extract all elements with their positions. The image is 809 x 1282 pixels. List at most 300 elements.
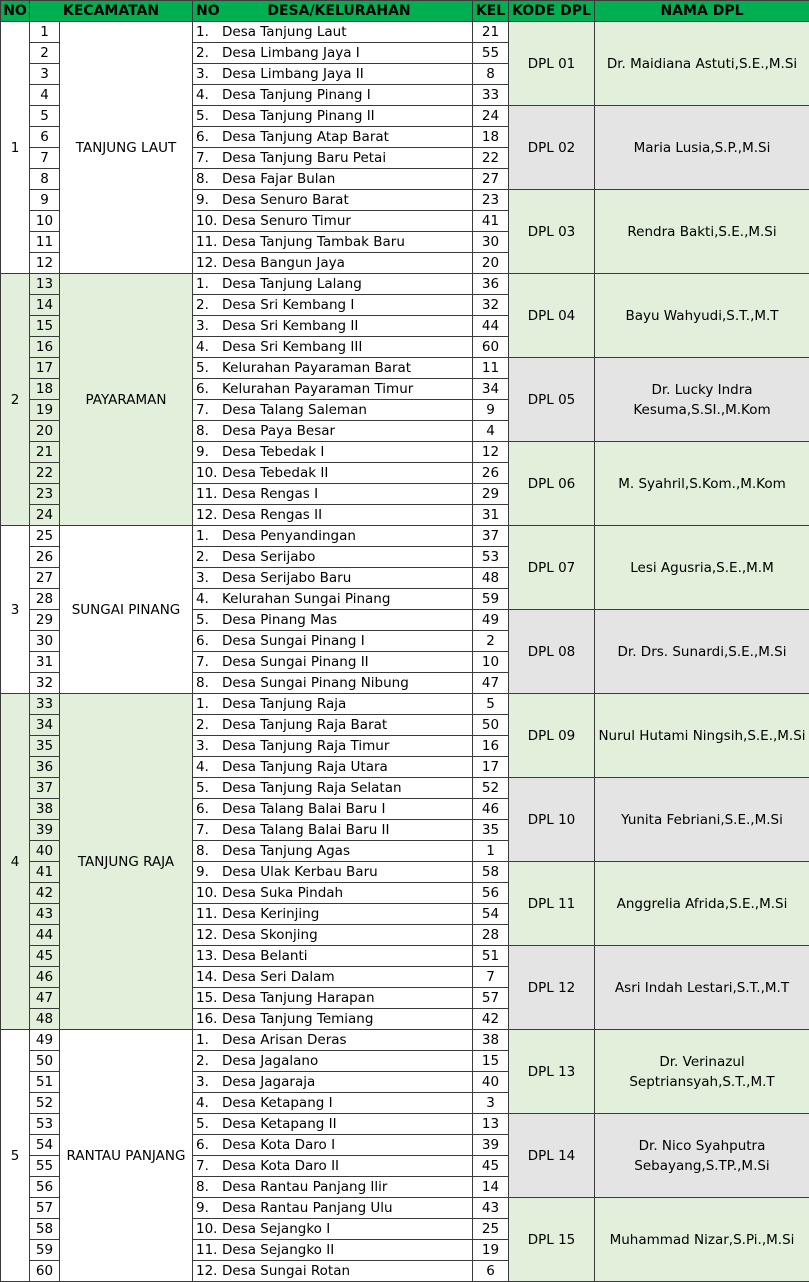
village-cell xyxy=(193,988,473,1009)
table-body xyxy=(1,22,809,1282)
village-name: Desa Sri Kembang II xyxy=(222,318,358,334)
village-cell xyxy=(193,568,473,589)
village-cell xyxy=(193,22,473,43)
dpl-name: Lesi Agusria,S.E.,M.M xyxy=(595,526,809,610)
village-cell xyxy=(193,673,473,694)
village-global-no: 16 xyxy=(30,337,60,358)
village-name: Desa Pinang Mas xyxy=(222,612,337,628)
village-global-no: 50 xyxy=(30,1051,60,1072)
kecamatan-name: TANJUNG RAJA xyxy=(60,694,193,1030)
kecamatan-no: 2 xyxy=(1,274,30,526)
village-global-no: 21 xyxy=(30,442,60,463)
village-kel: 19 xyxy=(473,1240,509,1261)
village-seq: 5. xyxy=(196,108,222,124)
village-kel: 54 xyxy=(473,904,509,925)
dpl-name: Dr. Nico Syahputra Sebayang,S.TP.,M.Si xyxy=(595,1114,809,1198)
village-name: Desa Tebedak II xyxy=(222,465,328,481)
village-seq: 12. xyxy=(196,1263,222,1279)
village-seq: 2. xyxy=(196,1053,222,1069)
village-seq: 13. xyxy=(196,948,222,964)
dpl-code: DPL 13 xyxy=(509,1030,595,1114)
village-name: Desa Jagaraja xyxy=(222,1074,315,1090)
village-seq: 6. xyxy=(196,381,222,397)
kecamatan-no: 5 xyxy=(1,1030,30,1282)
village-global-no: 39 xyxy=(30,820,60,841)
village-name: Desa Senuro Timur xyxy=(222,213,351,229)
village-kel: 21 xyxy=(473,22,509,43)
village-seq: 2. xyxy=(196,297,222,313)
village-global-no: 10 xyxy=(30,211,60,232)
village-cell xyxy=(193,169,473,190)
village-kel: 55 xyxy=(473,43,509,64)
village-name: Desa Tanjung Harapan xyxy=(222,990,375,1006)
village-cell xyxy=(193,232,473,253)
village-cell xyxy=(193,316,473,337)
village-cell xyxy=(193,862,473,883)
village-seq: 2. xyxy=(196,549,222,565)
village-name: Desa Tanjung Tambak Baru xyxy=(222,234,405,250)
village-seq: 6. xyxy=(196,129,222,145)
village-seq: 1. xyxy=(196,696,222,712)
village-seq: 9. xyxy=(196,864,222,880)
village-seq: 5. xyxy=(196,612,222,628)
village-kel: 33 xyxy=(473,85,509,106)
village-kel: 8 xyxy=(473,64,509,85)
village-seq: 1. xyxy=(196,276,222,292)
village-seq: 2. xyxy=(196,717,222,733)
village-kel: 18 xyxy=(473,127,509,148)
village-global-no: 18 xyxy=(30,379,60,400)
village-cell xyxy=(193,1177,473,1198)
village-cell xyxy=(193,253,473,274)
village-kel: 43 xyxy=(473,1198,509,1219)
village-global-no: 15 xyxy=(30,316,60,337)
village-name: Desa Rengas I xyxy=(222,486,318,502)
village-global-no: 3 xyxy=(30,64,60,85)
village-kel: 7 xyxy=(473,967,509,988)
village-cell xyxy=(193,946,473,967)
village-name: Desa Sungai Pinang II xyxy=(222,654,369,670)
village-name: Desa Ulak Kerbau Baru xyxy=(222,864,378,880)
village-global-no: 26 xyxy=(30,547,60,568)
village-cell xyxy=(193,421,473,442)
village-name: Desa Talang Balai Baru I xyxy=(222,801,386,817)
village-name: Desa Tanjung Raja xyxy=(222,696,346,712)
village-name: Desa Sungai Pinang Nibung xyxy=(222,675,409,691)
village-cell xyxy=(193,1114,473,1135)
village-name: Desa Ketapang II xyxy=(222,1116,337,1132)
village-seq: 7. xyxy=(196,150,222,166)
header-nama-dpl: NAMA DPL xyxy=(595,1,809,22)
village-cell xyxy=(193,547,473,568)
village-cell xyxy=(193,379,473,400)
village-cell xyxy=(193,967,473,988)
village-kel: 37 xyxy=(473,526,509,547)
village-name: Desa Suka Pindah xyxy=(222,885,343,901)
village-global-no: 1 xyxy=(30,22,60,43)
village-name: Desa Senuro Barat xyxy=(222,192,349,208)
village-global-no: 28 xyxy=(30,589,60,610)
village-global-no: 23 xyxy=(30,484,60,505)
village-global-no: 8 xyxy=(30,169,60,190)
dpl-code: DPL 09 xyxy=(509,694,595,778)
dpl-name: Yunita Febriani,S.E.,M.Si xyxy=(595,778,809,862)
village-global-no: 25 xyxy=(30,526,60,547)
village-seq: 6. xyxy=(196,801,222,817)
village-cell xyxy=(193,43,473,64)
table-row xyxy=(1,526,809,547)
village-seq: 4. xyxy=(196,87,222,103)
village-cell xyxy=(193,64,473,85)
village-global-no: 59 xyxy=(30,1240,60,1261)
village-kel: 13 xyxy=(473,1114,509,1135)
village-kel: 10 xyxy=(473,652,509,673)
village-cell xyxy=(193,1240,473,1261)
village-kel: 44 xyxy=(473,316,509,337)
dpl-name: Nurul Hutami Ningsih,S.E.,M.Si xyxy=(595,694,809,778)
village-name: Desa Bangun Jaya xyxy=(222,255,345,271)
village-kel: 24 xyxy=(473,106,509,127)
village-name: Desa Tanjung Temiang xyxy=(222,1011,373,1027)
village-kel: 51 xyxy=(473,946,509,967)
village-cell xyxy=(193,1219,473,1240)
village-cell xyxy=(193,1009,473,1030)
village-cell xyxy=(193,211,473,232)
village-global-no: 12 xyxy=(30,253,60,274)
village-global-no: 36 xyxy=(30,757,60,778)
village-cell xyxy=(193,337,473,358)
village-kel: 53 xyxy=(473,547,509,568)
village-cell xyxy=(193,652,473,673)
village-seq: 4. xyxy=(196,591,222,607)
village-name: Desa Rengas II xyxy=(222,507,322,523)
dpl-name: Rendra Bakti,S.E.,M.Si xyxy=(595,190,809,274)
dpl-code: DPL 14 xyxy=(509,1114,595,1198)
village-cell xyxy=(193,148,473,169)
village-kel: 48 xyxy=(473,568,509,589)
village-cell xyxy=(193,526,473,547)
village-seq: 11. xyxy=(196,1242,222,1258)
village-kel: 11 xyxy=(473,358,509,379)
village-kel: 1 xyxy=(473,841,509,862)
table-row xyxy=(1,1030,809,1051)
village-kel: 5 xyxy=(473,694,509,715)
village-global-no: 53 xyxy=(30,1114,60,1135)
village-kel: 60 xyxy=(473,337,509,358)
village-name: Desa Tanjung Atap Barat xyxy=(222,129,389,145)
dpl-code: DPL 06 xyxy=(509,442,595,526)
village-global-no: 9 xyxy=(30,190,60,211)
village-cell xyxy=(193,925,473,946)
kecamatan-no: 3 xyxy=(1,526,30,694)
village-cell xyxy=(193,715,473,736)
village-seq: 4. xyxy=(196,759,222,775)
village-cell xyxy=(193,757,473,778)
table-row xyxy=(1,694,809,715)
village-cell xyxy=(193,1135,473,1156)
village-cell xyxy=(193,190,473,211)
village-seq: 8. xyxy=(196,843,222,859)
village-name: Desa Rantau Panjang Ilir xyxy=(222,1179,387,1195)
village-seq: 8. xyxy=(196,171,222,187)
kecamatan-name: PAYARAMAN xyxy=(60,274,193,526)
village-seq: 3. xyxy=(196,66,222,82)
village-name: Desa Paya Besar xyxy=(222,423,335,439)
dpl-code: DPL 08 xyxy=(509,610,595,694)
village-kel: 22 xyxy=(473,148,509,169)
village-kel: 2 xyxy=(473,631,509,652)
village-kel: 45 xyxy=(473,1156,509,1177)
village-kel: 16 xyxy=(473,736,509,757)
dpl-code: DPL 01 xyxy=(509,22,595,106)
village-name: Desa Tanjung Raja Selatan xyxy=(222,780,402,796)
village-seq: 11. xyxy=(196,906,222,922)
village-global-no: 32 xyxy=(30,673,60,694)
village-seq: 9. xyxy=(196,444,222,460)
village-cell xyxy=(193,484,473,505)
village-global-no: 17 xyxy=(30,358,60,379)
village-kel: 38 xyxy=(473,1030,509,1051)
village-kel: 25 xyxy=(473,1219,509,1240)
village-kel: 32 xyxy=(473,295,509,316)
village-seq: 6. xyxy=(196,1137,222,1153)
village-kel: 14 xyxy=(473,1177,509,1198)
village-seq: 15. xyxy=(196,990,222,1006)
village-kel: 42 xyxy=(473,1009,509,1030)
village-name: Desa Penyandingan xyxy=(222,528,356,544)
village-seq: 8. xyxy=(196,423,222,439)
village-global-no: 56 xyxy=(30,1177,60,1198)
table-header-row xyxy=(1,1,809,22)
village-seq: 6. xyxy=(196,633,222,649)
village-global-no: 48 xyxy=(30,1009,60,1030)
village-kel: 26 xyxy=(473,463,509,484)
village-global-no: 52 xyxy=(30,1093,60,1114)
village-name: Desa Tanjung Raja Timur xyxy=(222,738,389,754)
village-name: Desa Kota Daro II xyxy=(222,1158,339,1174)
village-global-no: 45 xyxy=(30,946,60,967)
dpl-code: DPL 05 xyxy=(509,358,595,442)
village-global-no: 27 xyxy=(30,568,60,589)
village-name: Desa Limbang Jaya I xyxy=(222,45,360,61)
village-cell xyxy=(193,400,473,421)
village-name: Desa Arisan Deras xyxy=(222,1032,347,1048)
header-kel: KEL xyxy=(473,1,509,22)
village-seq: 10. xyxy=(196,885,222,901)
village-seq: 10. xyxy=(196,465,222,481)
village-seq: 14. xyxy=(196,969,222,985)
village-seq: 1. xyxy=(196,528,222,544)
village-kel: 6 xyxy=(473,1261,509,1282)
village-kel: 50 xyxy=(473,715,509,736)
village-kel: 23 xyxy=(473,190,509,211)
village-name: Desa Tanjung Baru Petai xyxy=(222,150,386,166)
village-seq: 7. xyxy=(196,402,222,418)
village-global-no: 29 xyxy=(30,610,60,631)
header-desa xyxy=(193,1,473,22)
village-global-no: 43 xyxy=(30,904,60,925)
village-seq: 10. xyxy=(196,1221,222,1237)
village-name: Desa Kerinjing xyxy=(222,906,319,922)
village-global-no: 22 xyxy=(30,463,60,484)
village-global-no: 54 xyxy=(30,1135,60,1156)
village-global-no: 37 xyxy=(30,778,60,799)
village-cell xyxy=(193,358,473,379)
village-global-no: 19 xyxy=(30,400,60,421)
village-cell xyxy=(193,1198,473,1219)
village-seq: 11. xyxy=(196,486,222,502)
village-kel: 20 xyxy=(473,253,509,274)
village-seq: 3. xyxy=(196,738,222,754)
village-name: Kelurahan Payaraman Timur xyxy=(222,381,413,397)
dpl-name: Dr. Lucky Indra Kesuma,S.SI.,M.Kom xyxy=(595,358,809,442)
village-name: Desa Sejangko II xyxy=(222,1242,334,1258)
header-kecamatan: KECAMATAN xyxy=(30,1,193,22)
village-global-no: 30 xyxy=(30,631,60,652)
dpl-code: DPL 12 xyxy=(509,946,595,1030)
village-global-no: 40 xyxy=(30,841,60,862)
village-kel: 27 xyxy=(473,169,509,190)
table-row xyxy=(1,22,809,43)
village-seq: 12. xyxy=(196,927,222,943)
header-no2: NO xyxy=(193,3,224,19)
dpl-code: DPL 03 xyxy=(509,190,595,274)
village-kel: 47 xyxy=(473,673,509,694)
village-kel: 15 xyxy=(473,1051,509,1072)
village-cell xyxy=(193,295,473,316)
dpl-name: Asri Indah Lestari,S.T.,M.T xyxy=(595,946,809,1030)
village-cell xyxy=(193,1093,473,1114)
village-kel: 28 xyxy=(473,925,509,946)
village-cell xyxy=(193,610,473,631)
dpl-code: DPL 10 xyxy=(509,778,595,862)
village-global-no: 2 xyxy=(30,43,60,64)
village-kel: 30 xyxy=(473,232,509,253)
village-name: Desa Serijabo xyxy=(222,549,315,565)
dpl-name: M. Syahril,S.Kom.,M.Kom xyxy=(595,442,809,526)
village-kel: 4 xyxy=(473,421,509,442)
village-kel: 17 xyxy=(473,757,509,778)
village-kel: 9 xyxy=(473,400,509,421)
village-name: Desa Tanjung Laut xyxy=(222,24,347,40)
village-kel: 56 xyxy=(473,883,509,904)
village-global-no: 55 xyxy=(30,1156,60,1177)
dpl-name: Anggrelia Afrida,S.E.,M.Si xyxy=(595,862,809,946)
village-seq: 5. xyxy=(196,1116,222,1132)
village-name: Kelurahan Sungai Pinang xyxy=(222,591,390,607)
village-seq: 8. xyxy=(196,1179,222,1195)
kecamatan-no: 1 xyxy=(1,22,30,274)
village-global-no: 11 xyxy=(30,232,60,253)
village-cell xyxy=(193,442,473,463)
village-seq: 9. xyxy=(196,1200,222,1216)
village-seq: 11. xyxy=(196,234,222,250)
village-seq: 12. xyxy=(196,255,222,271)
village-kel: 57 xyxy=(473,988,509,1009)
kecamatan-name: TANJUNG LAUT xyxy=(60,22,193,274)
village-global-no: 7 xyxy=(30,148,60,169)
dpl-code: DPL 02 xyxy=(509,106,595,190)
village-global-no: 13 xyxy=(30,274,60,295)
village-cell xyxy=(193,841,473,862)
village-name: Desa Sri Kembang I xyxy=(222,297,354,313)
village-global-no: 60 xyxy=(30,1261,60,1282)
village-cell xyxy=(193,799,473,820)
village-cell xyxy=(193,1072,473,1093)
village-global-no: 6 xyxy=(30,127,60,148)
dpl-name: Bayu Wahyudi,S.T.,M.T xyxy=(595,274,809,358)
village-cell xyxy=(193,820,473,841)
village-kel: 49 xyxy=(473,610,509,631)
village-seq: 10. xyxy=(196,213,222,229)
village-kel: 31 xyxy=(473,505,509,526)
village-global-no: 47 xyxy=(30,988,60,1009)
village-cell xyxy=(193,505,473,526)
village-global-no: 58 xyxy=(30,1219,60,1240)
village-kel: 29 xyxy=(473,484,509,505)
village-global-no: 34 xyxy=(30,715,60,736)
village-kel: 35 xyxy=(473,820,509,841)
table-row xyxy=(1,274,809,295)
village-cell xyxy=(193,1051,473,1072)
village-seq: 3. xyxy=(196,570,222,586)
village-global-no: 44 xyxy=(30,925,60,946)
header-desa-label: DESA/KELURAHAN xyxy=(224,3,454,19)
village-name: Desa Seri Dalam xyxy=(222,969,335,985)
village-global-no: 24 xyxy=(30,505,60,526)
village-name: Desa Belanti xyxy=(222,948,308,964)
village-kel: 36 xyxy=(473,274,509,295)
village-seq: 5. xyxy=(196,780,222,796)
village-cell xyxy=(193,589,473,610)
village-name: Desa Sungai Pinang I xyxy=(222,633,365,649)
village-kel: 58 xyxy=(473,862,509,883)
village-kel: 12 xyxy=(473,442,509,463)
village-name: Desa Tanjung Raja Barat xyxy=(222,717,387,733)
village-cell xyxy=(193,106,473,127)
village-global-no: 41 xyxy=(30,862,60,883)
village-global-no: 35 xyxy=(30,736,60,757)
village-name: Desa Limbang Jaya II xyxy=(222,66,364,82)
village-global-no: 31 xyxy=(30,652,60,673)
village-name: Desa Tanjung Lalang xyxy=(222,276,362,292)
village-cell xyxy=(193,463,473,484)
village-seq: 3. xyxy=(196,1074,222,1090)
village-seq: 1. xyxy=(196,1032,222,1048)
dpl-name: Muhammad Nizar,S.Pi.,M.Si xyxy=(595,1198,809,1282)
village-name: Desa Talang Saleman xyxy=(222,402,367,418)
village-name: Kelurahan Payaraman Barat xyxy=(222,360,411,376)
village-kel: 52 xyxy=(473,778,509,799)
village-global-no: 51 xyxy=(30,1072,60,1093)
village-kel: 59 xyxy=(473,589,509,610)
village-seq: 12. xyxy=(196,507,222,523)
village-cell xyxy=(193,883,473,904)
village-kel: 39 xyxy=(473,1135,509,1156)
village-cell xyxy=(193,85,473,106)
village-cell xyxy=(193,778,473,799)
kecamatan-name: RANTAU PANJANG xyxy=(60,1030,193,1282)
village-name: Desa Skonjing xyxy=(222,927,318,943)
village-seq: 9. xyxy=(196,192,222,208)
village-name: Desa Sungai Rotan xyxy=(222,1263,350,1279)
header-no: NO xyxy=(1,1,30,22)
village-cell xyxy=(193,1030,473,1051)
village-global-no: 38 xyxy=(30,799,60,820)
village-name: Desa Jagalano xyxy=(222,1053,318,1069)
village-seq: 7. xyxy=(196,1158,222,1174)
village-seq: 7. xyxy=(196,654,222,670)
